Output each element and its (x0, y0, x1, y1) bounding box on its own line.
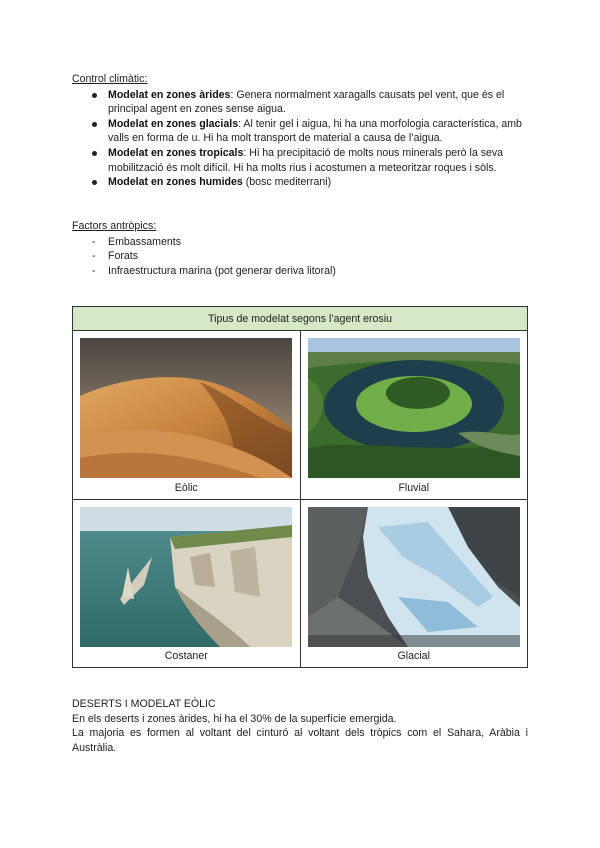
control-heading: Control climàtic: (72, 73, 148, 85)
deserts-paragraph-2: La majoria es formen al voltant del cinturó al voltant dels tròpics com el Sahara, Aràbia i Austràlia. (72, 727, 528, 754)
river-meander-image (308, 338, 520, 478)
list-item: - Forats (72, 249, 528, 264)
deserts-section (72, 697, 528, 755)
table-cell-eolic (73, 331, 301, 499)
erosion-types-table (72, 306, 528, 668)
item-text: : Hi ha precipitació de molts nous minerals però la seva mobilització és molt difícil. Hi ha molts rius i acostumen a meteoritzar roques i sòls. (108, 146, 504, 174)
factors-list (72, 235, 528, 279)
item-text: (bosc mediterrani) (242, 176, 332, 189)
list-item (72, 175, 528, 190)
cell-caption: Fluvial (398, 481, 430, 494)
desert-dunes-image (80, 338, 292, 478)
control-list (72, 88, 528, 190)
cell-caption: Glacial (397, 650, 430, 662)
deserts-heading: DESERTS I MODELAT EÒLIC (72, 698, 216, 710)
item-term: Modelat en zones tropicals (108, 146, 244, 159)
item-text: : Genera normalment xaragalls causats pel vent, que és el principal agent en zones sense aigua. (108, 88, 505, 116)
table-cell-glacial (300, 499, 528, 667)
table-cell-costaner (73, 499, 301, 667)
cell-caption: Eòlic (174, 481, 198, 494)
table-cell-fluvial (300, 331, 528, 499)
list-item: - Embassaments (72, 235, 528, 250)
table-header: Tipus de modelat segons l’agent erosiu (73, 307, 528, 331)
glacier-image (308, 507, 520, 647)
factors-section (72, 219, 528, 278)
deserts-paragraph-1: En els deserts i zones àrides, hi ha el 30% de la superfície emergida. (72, 712, 397, 725)
item-term: Modelat en zones àrides (108, 88, 231, 101)
item-term: Modelat en zones humides (108, 176, 243, 189)
factors-heading: Factors antròpics: (72, 220, 157, 232)
list-item (72, 146, 528, 175)
item-text: : Al tenir gel i aigua, hi ha una morfologia característica, amb valls en forma de u. Hi ha molt transport de material a causa de l’aigua. (108, 117, 522, 145)
list-item (72, 88, 528, 117)
cell-caption: Costaner (164, 650, 208, 662)
coastal-cliffs-image (80, 507, 292, 647)
list-item: - Infraestructura marina (pot generar deriva litoral) (72, 264, 528, 279)
control-section (72, 72, 528, 190)
item-term: Modelat en zones glacials (108, 117, 239, 130)
list-item (72, 117, 528, 146)
